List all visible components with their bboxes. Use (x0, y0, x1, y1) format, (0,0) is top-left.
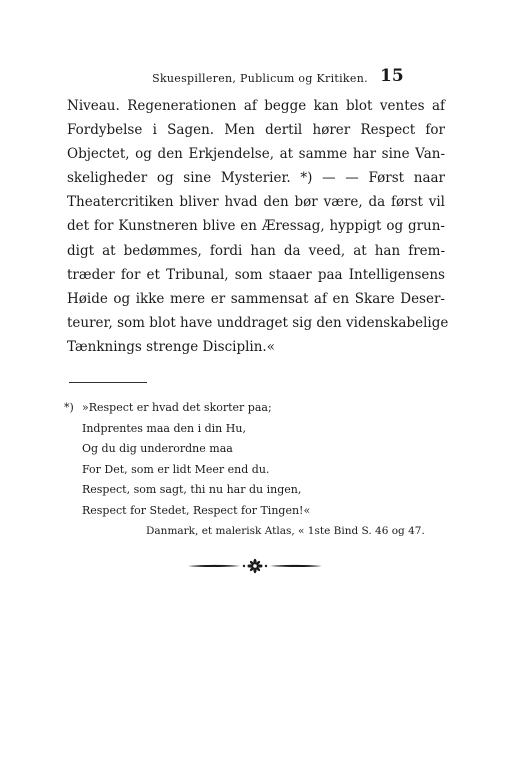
body-paragraph (67, 94, 449, 359)
body-line: skeligheder og sine Mysterier. *) — — Først naar (67, 170, 445, 187)
body-line: Niveau. Regenerationen af begge kan blot ventes af (67, 98, 445, 114)
footnote-line (64, 398, 444, 419)
body-line: Theatercritiken bliver hvad den bør være, da først vil (67, 194, 445, 211)
body-line: Fordybelse i Sagen. Men dertil hører Respect for (67, 122, 445, 139)
footnote-marker: *) (64, 401, 74, 414)
footnote (64, 398, 444, 542)
footnote-rule (69, 382, 147, 383)
body-line: Tænknings strenge Disciplin.« (67, 338, 275, 355)
body-line: det for Kunstneren blive en Æressag, hyppigt og grun- (67, 218, 445, 235)
footnote-verse: Respect, som sagt, thi nu har du ingen, (82, 483, 302, 496)
ornament-icon (186, 558, 324, 574)
body-line: træder for et Tribunal, som staaer paa Intelligensens (67, 266, 445, 283)
running-title: Skuespilleren, Publicum og Kritiken. (152, 72, 368, 85)
footnote-verse: Indprentes maa den i din Hu, (82, 421, 246, 435)
body-line: Høide og ikke mere er sammensat af en Skare Deser- (67, 290, 445, 307)
footnote-verse: »Respect er hvad det skorter paa; (82, 401, 272, 414)
body-line: teurer, som blot have unddraget sig den videnskabelige (67, 314, 449, 331)
footnote-verse: For Det, som er lidt Meer end du. (82, 462, 270, 476)
footnote-verse: Og du dig underordne maa (82, 442, 233, 455)
body-line: digt at bedømmes, fordi han da veed, at han frem- (67, 242, 445, 259)
footnote-source: Danmark, et malerisk Atlas, « 1ste Bind S. 46 og 47. (146, 525, 425, 537)
page-number: 15 (380, 66, 404, 86)
footnote-verse: Respect for Stedet, Respect for Tingen!« (82, 503, 311, 517)
body-line: Objectet, og den Erkjendelse, at samme har sine Van- (67, 146, 445, 163)
